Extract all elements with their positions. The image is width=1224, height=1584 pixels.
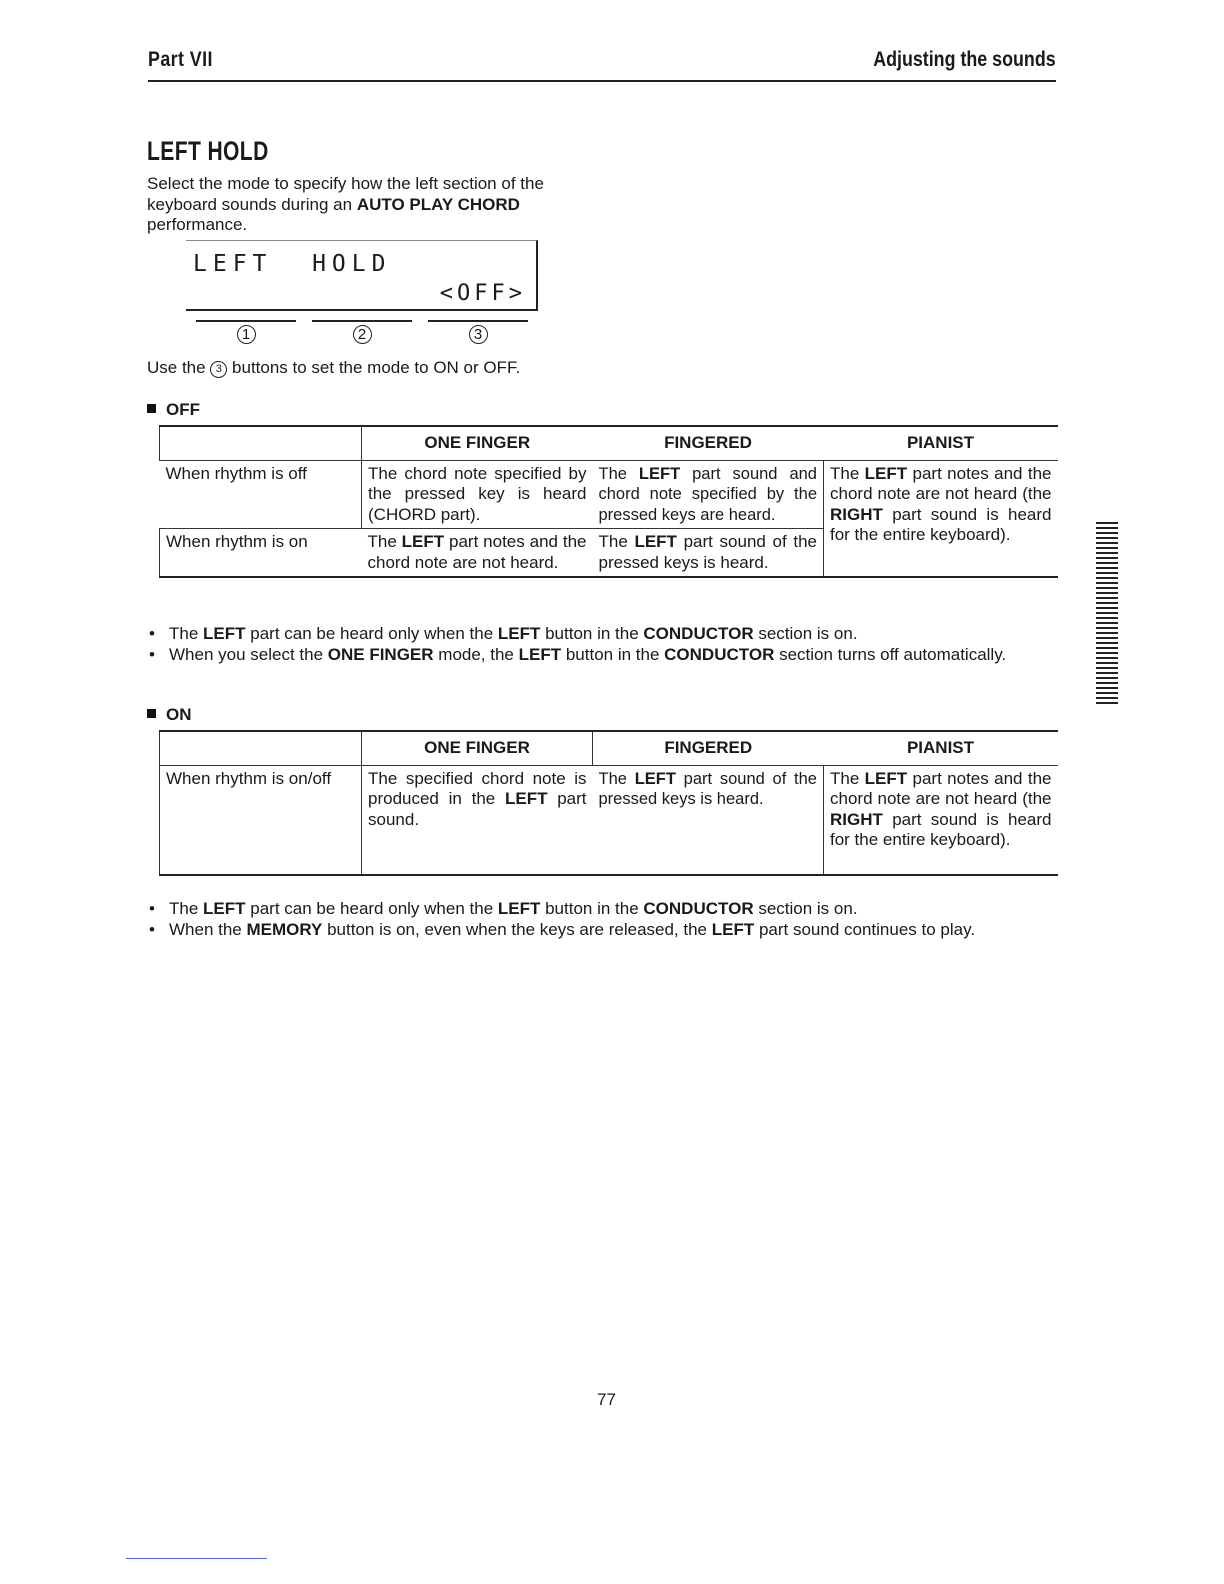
section-label: Adjusting the sounds [873,48,1056,71]
row-label: When rhythm is on [160,529,362,578]
intro-paragraph [147,174,577,236]
on-heading [147,705,192,725]
lcd-line-1: LEFT HOLD [193,251,392,277]
button-number-3: 3 [469,325,488,344]
lcd-display [186,240,538,311]
col-pianist: PIANIST [906,433,975,452]
display-button-2[interactable] [312,320,412,348]
button-3-ref: 3 [210,361,227,378]
cell-one-finger: The LEFT part notes and the chord note are not heard. [367,532,587,572]
page-title: LEFT HOLD [147,136,269,166]
instruction-text: Use the [147,358,211,377]
list-item: • When the MEMORY button is on, even when the keys are released, the LEFT part sound continues to play. [148,920,1058,941]
row-label: When rhythm is off [165,463,307,483]
cell-fingered: The LEFT part sound of the pressed keys is heard. [598,532,817,572]
lcd-line-2: <OFF> [439,281,526,306]
cell-pianist: The LEFT part notes and the chord note are not heard (the RIGHT part sound is heard for the entire keyboard). [824,460,1058,577]
table-row [160,765,1058,875]
list-item: • The LEFT part can be heard only when the LEFT button in the CONDUCTOR section is on. [148,624,1058,645]
on-table [159,730,1058,876]
part-label: Part VII [148,48,213,71]
row-label: When rhythm is on/off [160,765,362,875]
intro-bold: AUTO PLAY CHORD [356,194,520,214]
cell-fingered: The LEFT part sound and chord note specified by the pressed keys are heard. [598,464,817,524]
thumb-index-marks [1096,522,1118,707]
off-notes [148,624,1058,665]
button-number-1: 1 [237,325,256,344]
instruction-line [147,358,520,378]
on-notes [148,899,1058,940]
on-heading-text: ON [166,705,192,724]
square-bullet-icon [147,709,156,718]
table-header-row [160,426,1058,460]
header-empty [160,731,362,765]
off-heading [147,400,200,420]
button-number-2: 2 [353,325,372,344]
col-fingered: FINGERED [664,433,752,452]
table-row [160,460,1058,529]
table-header-row [160,731,1058,765]
col-one-finger: ONE FINGER [362,426,593,460]
cell-one-finger: The specified chord note is produced in the LEFT part sound. [362,765,593,875]
list-item: • The LEFT part can be heard only when the LEFT button in the CONDUCTOR section is on. [148,899,1058,920]
cell-one-finger: The chord note specified by the pressed key is heard (CHORD part). [362,460,593,529]
footer-rule [126,1558,267,1559]
col-one-finger: ONE FINGER [362,731,593,765]
square-bullet-icon [147,404,156,413]
intro-text: Select the mode to specify how the left section of the keyboard sounds during an [147,174,544,214]
display-button-1[interactable] [196,320,296,348]
instruction-text-end: buttons to set the mode to ON or OFF. [227,358,521,377]
off-heading-text: OFF [166,400,200,419]
header-empty [160,426,362,460]
intro-text-end: performance. [147,215,248,234]
cell-pianist: The LEFT part notes and the chord note are not heard (the RIGHT part sound is heard for the entire keyboard). [824,765,1058,875]
col-fingered: FINGERED [593,731,824,765]
page-number: 77 [597,1390,616,1409]
off-table [159,425,1058,578]
cell-fingered: The LEFT part sound of the pressed keys is heard. [598,769,817,808]
page-header [148,44,1056,82]
display-button-3[interactable] [428,320,528,348]
col-pianist: PIANIST [906,738,975,757]
list-item: • When you select the ONE FINGER mode, the LEFT button in the CONDUCTOR section turns off automatically. [148,645,1058,666]
